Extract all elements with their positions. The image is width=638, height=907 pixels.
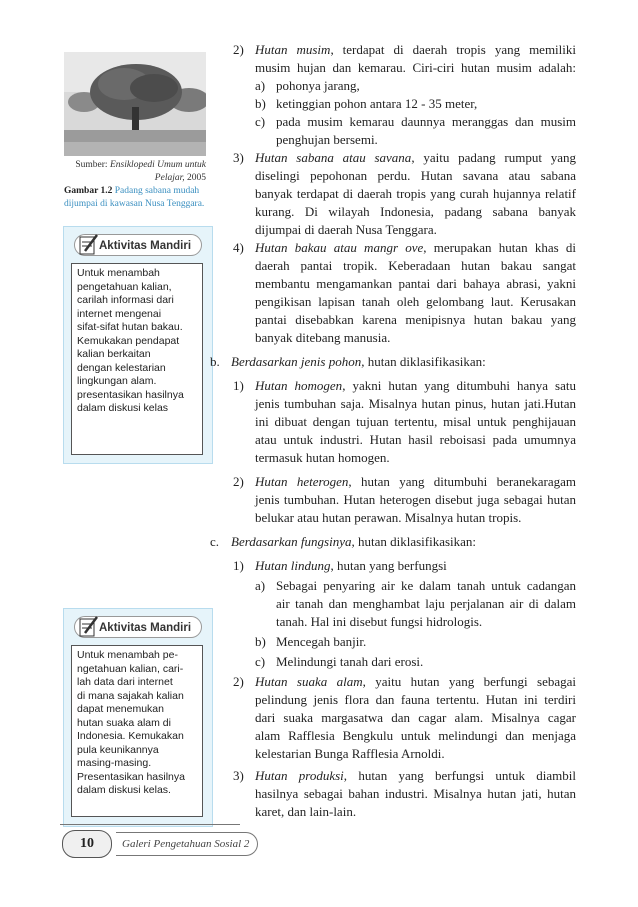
activity-box-1-text: Untuk menambah pengetahuan kalian, carilah informasi dari internet mengenai sifat-sifat hutan bakau. Kemukakan pendapat kalian berkaitan dengan kelestarian lingkungan alam. presentasikan hasilnya dalam diskusi kelas (71, 263, 203, 455)
hutan-musim-line1: Hutan musim, terdapat di daerah tropis yang memiliki (255, 42, 577, 57)
hutan-produksi-line1: Hutan produksi, hutan yang berfungsi untuk diambil (255, 768, 576, 783)
caption-text: Padang sabana mudah dijumpai di kawasan Nusa Tenggara. (64, 186, 205, 209)
footer-rule (60, 824, 240, 825)
hutan-lindung-line1: Hutan lindung, hutan yang berfungsi (255, 558, 447, 573)
hutan-heterogen-line1: Hutan heterogen, hutan yang ditumbuhi beranekaragam (255, 474, 576, 489)
hutan-bakau-line1: Hutan bakau atau mangr ove, merupakan hutan khas di (255, 240, 577, 255)
photo-source: Sumber: Ensiklopedi Umum untuk Pelajar, 2005 (75, 160, 206, 183)
page-number: 10 (62, 830, 112, 858)
hutan-homogen-line1: Hutan homogen, yakni hutan yang ditumbuhi hanya satu (255, 378, 576, 393)
activity-box-2-title: Aktivitas Mandiri (74, 616, 202, 638)
caption-label: Gambar 1.2 (64, 186, 113, 196)
activity-box-1-title: Aktivitas Mandiri (74, 234, 202, 256)
main-text: 2) Hutan musim, terdapat di daerah tropis yang memiliki musim hujan dan kemarau. Ciri-ciri hutan musim adalah: a) pohonya jarang, b) ketinggian pohon antara 12 - 35 meter, c) pada musim kemarau daunnya meranggas dan musim penghujan bersemi. 3) Hutan sabana atau savana, yaitu padang rumput yang diselingi pepohonan perdu. Hutan savana atau sabana banyak terdapat di daerah tropis yang curah hujannya relatif kurang. Di wilayah Indonesia, padang sabana banyak dijumpai di daerah Nusa Tenggara. 4) Hutan bakau atau mangr ove, merupakan hutan khas di daerah pantai tropik. Keberadaan hutan bakau sangat membantu mengamankan pantai dari bahaya abrasi, yakni pengikisan lapisan tanah oleh gelombang laut. Kerusakan pantai disebabkan karena menipisnya hutan bakau yang banyak ditebang manusia. b. Berdasarkan jenis pohon, hutan diklasifikasikan: 1) Hutan homogen, yakni hutan yang ditumbuhi hanya satu jenis tumbuhan saja. Misalnya hutan pinus, hutan jati.Hutan ini dibuat dengan tujuan tertentu, misal untuk penghijauan atau untuk industri. Hutan hasil reboisasi pada umumnya termasuk hutan homogen. 2) Hutan heterogen, hutan yang ditumbuhi beranekaragam jenis tumbuhan. Hutan heterogen disebut juga sebagai hutan belukar atau hutan perawan. Misalnya hutan tropis. c. Berdasarkan fungsinya, hutan diklasifikasikan: 1) Hutan lindung, hutan yang berfungsi a) Sebagai penyaring air ke dalam tanah untuk cadangan air tanah dan menghambat laju perjalanan air di dalam tanah. Hal ini disebut fungsi hidrologis. b) Mencegah banjir. c) Melindungi tanah dari erosi. 2) Hutan suaka alam, yaitu hutan yang berfungi sebagai pelindung jenis flora dan fauna tertentu. Hutan ini terdiri dari suaka margasatwa dan cagar alam. Misalnya cagar alam Rafflesia Bengkulu untuk melindungi dan menjaga kelestarian Bunga Rafflesia Arnoldi. 3) Hutan produksi, hutan yang berfungsi untuk diambil hasilnya sebagai bahan industri. Misalnya hutan jati, hutan karet, dan lain-lain. (210, 42, 577, 819)
hutan-sabana-line1: Hutan sabana atau savana, yaitu padang rumput yang (255, 150, 576, 165)
section-c-heading: Berdasarkan fungsinya, hutan diklasifikasikan: (231, 534, 477, 549)
section-b-heading: Berdasarkan jenis pohon, hutan diklasifikasikan: (231, 354, 486, 369)
activity-box-2-text: Untuk menambah pe- ngetahuan kalian, cari- lah data dari internet di mana sajakah kalian dapat menemukan hutan suaka alam di Indonesia. Kemukakan pula keunikannya masing-masing. Presentasikan hasilnya dalam diskusi kelas. (71, 645, 203, 817)
book-title: Galeri Pengetahuan Sosial 2 (116, 832, 258, 856)
hutan-suaka-line1: Hutan suaka alam, yaitu hutan yang berfungi sebagai (255, 674, 576, 689)
